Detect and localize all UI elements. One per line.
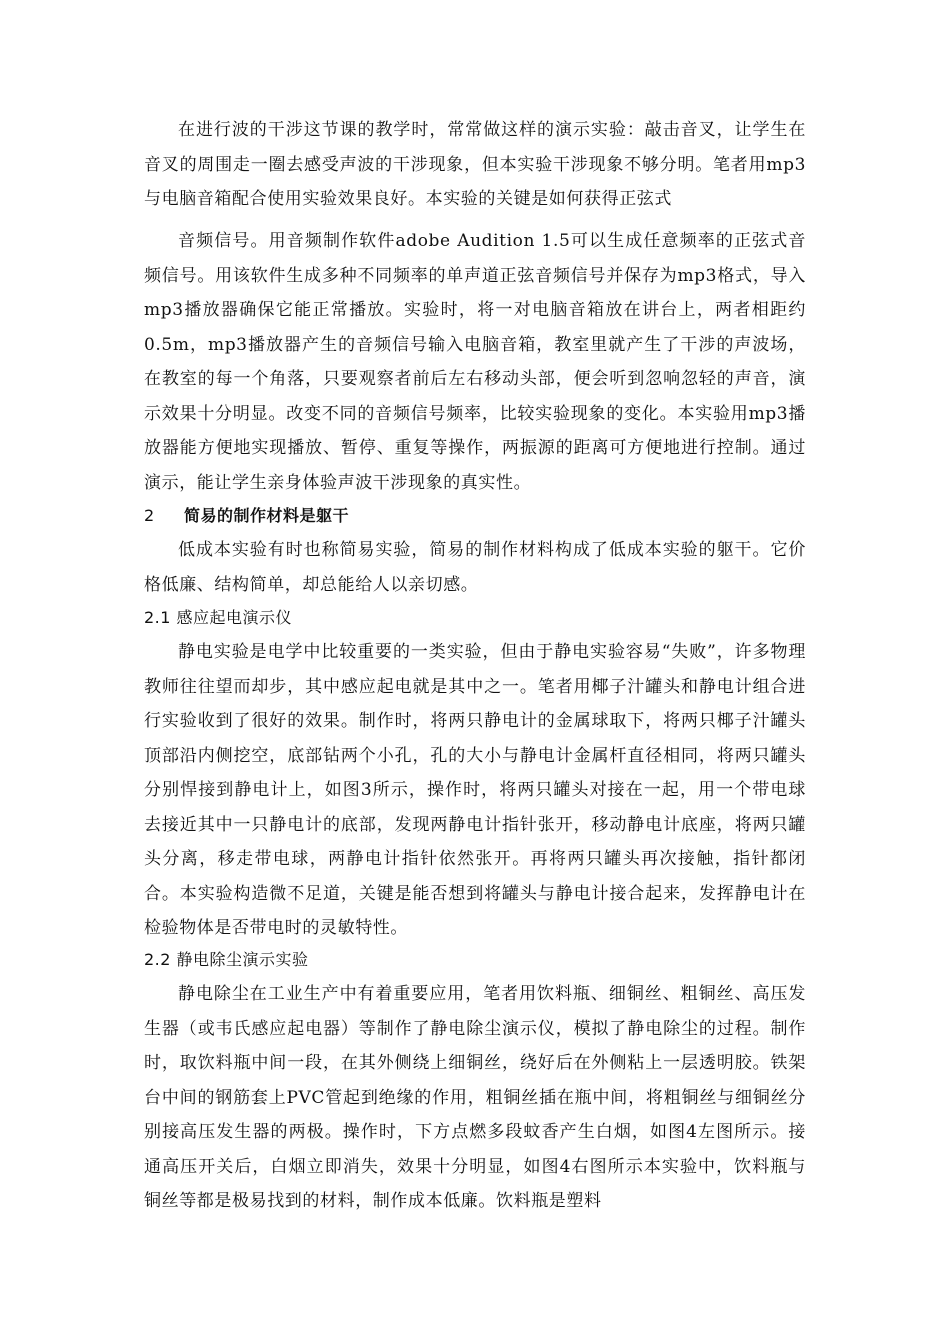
section-title: 简易的制作材料是躯干 [184, 506, 350, 525]
paragraph-induction-charging: 静电实验是电学中比较重要的一类实验，但由于静电实验容易“失败”，许多物理教师往往望而却步，其中感应起电就是其中之一。笔者用椰子汁罐头和静电计组合进行实验收到了很好的效果。制作时，将两只静电计的金属球取下，将两只椰子汁罐头顶部沿内侧挖空，底部钻两个小孔，孔的大小与静电计金属杆直径相同，将两只罐头分别悍接到静电计上，如图3所示，操作时，将两只罐头对接在一起，用一个带电球去接近其中一只静电计的底部，发现两静电计指针张开，移动静电计底座，将两只罐头分离，移走带电球，两静电计指针依然张开。再将两只罐头再次接触，指针都闭合。本实验构造微不足道，关键是能否想到将罐头与静电计接合起来，发挥静电计在检验物体是否带电时的灵敏特性。 [144, 642, 806, 938]
subsection-heading-2-2: 2.2 静电除尘演示实验 [144, 950, 309, 969]
paragraph-wave-interference-intro: 在进行波的干涉这节课的教学时，常常做这样的演示实验：敲击音叉，让学生在音叉的周围走一圈去感受声波的干涉现象，但本实验干涉现象不够分明。笔者用mp3与电脑音箱配合使用实验效果良好。本实验的关键是如何获得正弦式 [144, 120, 806, 209]
section-number: 2 [144, 506, 155, 525]
subsection-heading-2-1: 2.1 感应起电演示仪 [144, 608, 293, 627]
paragraph-electrostatic-dust-removal: 静电除尘在工业生产中有着重要应用，笔者用饮料瓶、细铜丝、粗铜丝、高压发生器（或韦氏感应起电器）等制作了静电除尘演示仪，模拟了静电除尘的过程。制作时，取饮料瓶中间一段，在其外侧绕上细铜丝，绕好后在外侧粘上一层透明胶。铁架台中间的钢筋套上PVC管起到绝缘的作用，粗铜丝插在瓶中间，将粗铜丝与细铜丝分别接高压发生器的两极。操作时，下方点燃多段蚊香产生白烟，如图4左图所示。接通高压开关后，白烟立即消失，效果十分明显，如图4右图所示本实验中，饮料瓶与铜丝等都是极易找到的材料，制作成本低廉。饮料瓶是塑料 [144, 984, 806, 1211]
section-heading-2 [144, 499, 806, 533]
paragraph-audio-signal: 音频信号。用音频制作软件adobe Audition 1.5可以生成任意频率的正弦式音频信号。用该软件生成多种不同频率的单声道正弦音频信号并保存为mp3格式，导入mp3播放器确保它能正常播放。实验时，将一对电脑音箱放在讲台上，两者相距约0.5m，mp3播放器产生的音频信号输入电脑音箱，教室里就产生了干涉的声波场，在教室的每一个角落，只要观察者前后左右移动头部，便会听到忽响忽轻的声音，演示效果十分明显。改变不同的音频信号频率，比较实验现象的变化。本实验用mp3播放器能方便地实现播放、暂停、重复等操作，两振源的距离可方便地进行控制。通过演示，能让学生亲身体验声波干涉现象的真实性。 [144, 231, 806, 493]
paragraph-simple-materials: 低成本实验有时也称简易实验，简易的制作材料构成了低成本实验的躯干。它价格低廉、结构简单，却总能给人以亲切感。 [144, 540, 806, 595]
